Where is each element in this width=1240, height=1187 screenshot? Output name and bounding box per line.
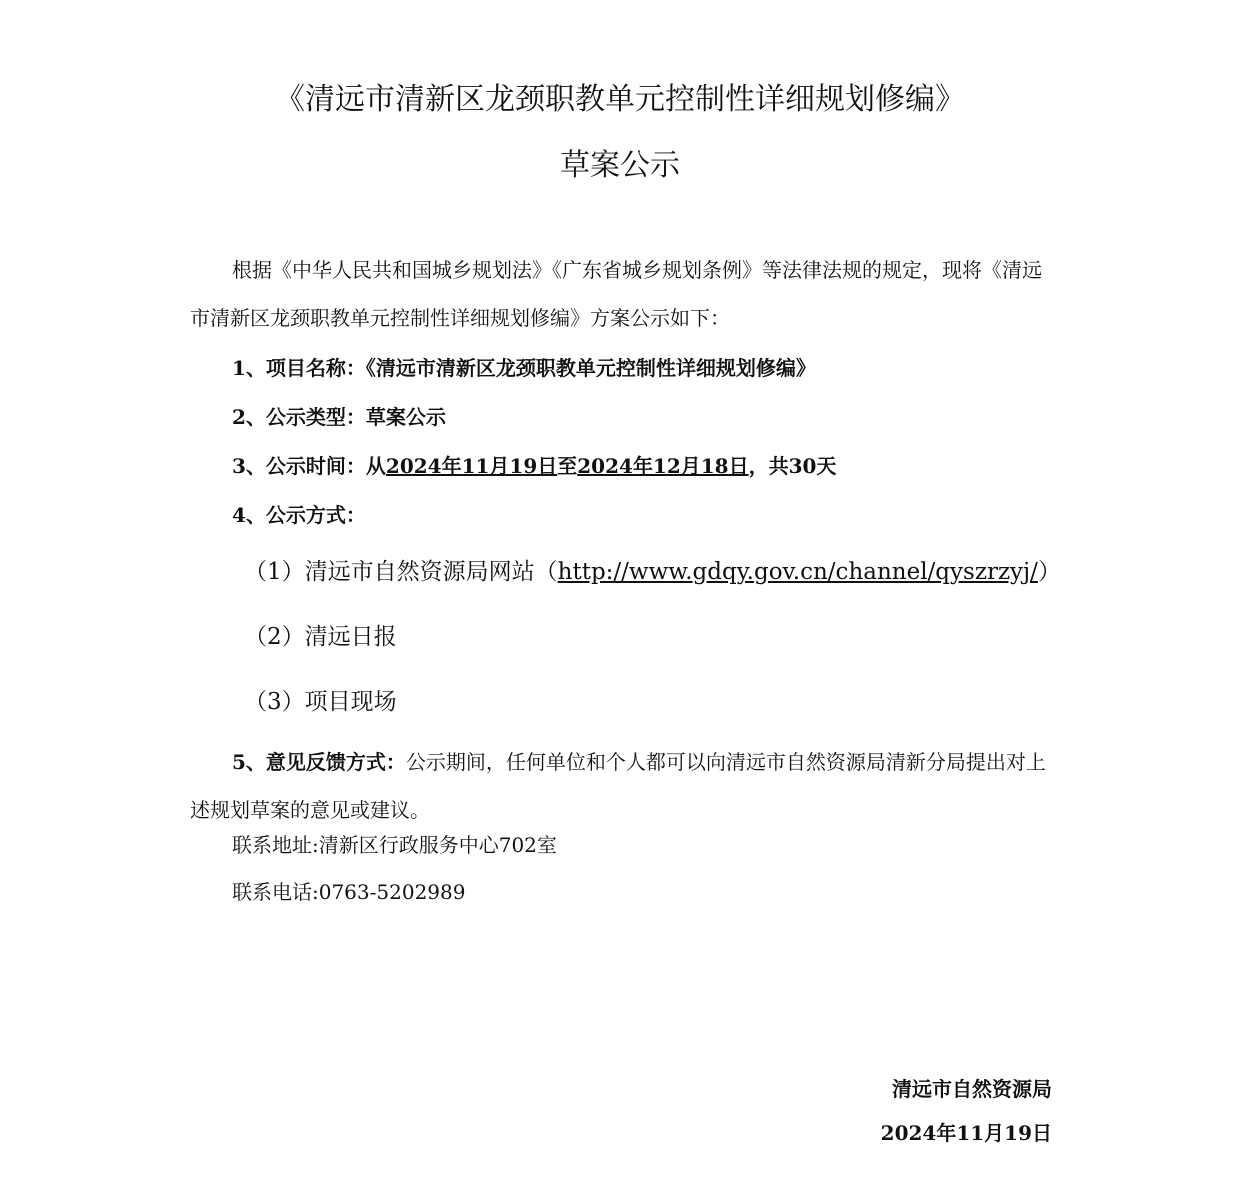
item-notice-method: 4、公示方式： (232, 503, 366, 527)
item-notice-type (232, 402, 446, 432)
method-website (244, 555, 1061, 589)
item-project-name-label: 1、项目名称： (232, 356, 366, 380)
item-notice-time (232, 451, 836, 481)
signature-org: 清远市自然资源局 (892, 1077, 1052, 1101)
document-subtitle: 草案公示 (560, 148, 680, 183)
document-title: 《清远市清新区龙颈职教单元控制性详细规划修编》 (275, 82, 965, 117)
item-notice-type-label: 2、公示类型： (232, 405, 366, 429)
item-project-name (232, 353, 816, 383)
item-notice-type-value: 草案公示 (365, 405, 446, 429)
notice-duration: ，共30天 (748, 454, 837, 478)
feedback-paragraph (190, 738, 1060, 834)
method-project-site: （3）项目现场 (244, 689, 397, 715)
item-project-name-value: 《清远市清新区龙颈职教单元控制性详细规划修编》 (365, 356, 816, 380)
method-newspaper: （2）清远日报 (244, 624, 397, 650)
item-notice-time-label: 3、公示时间： (232, 454, 366, 478)
method-website-prefix: （1）清远市自然资源局网站（ (244, 559, 558, 585)
feedback-label: 5、意见反馈方式： (232, 750, 406, 774)
contact-phone: 联系电话:0763-5202989 (232, 880, 466, 904)
website-link[interactable]: http://www.gdqy.gov.cn/channel/qyszrzyj/ (557, 559, 1038, 585)
feedback-text: 公示期间，任何单位和个人都可以向清远市自然资源局清新分局提出对上述规划草案的意见或建议。 (190, 750, 1046, 822)
item-notice-time-from: 从 (365, 454, 386, 478)
signature-date: 2024年11月19日 (880, 1121, 1052, 1145)
notice-end-date: 2024年12月18日 (577, 454, 749, 478)
item-notice-time-to: 至 (557, 454, 578, 478)
intro-paragraph: 根据《中华人民共和国城乡规划法》《广东省城乡规划条例》等法律法规的规定，现将《清远市清新区龙颈职教单元控制性详细规划修编》方案公示如下： (190, 258, 1042, 330)
notice-start-date: 2024年11月19日 (385, 454, 558, 478)
method-website-suffix: ） (1037, 559, 1061, 585)
contact-address: 联系地址:清新区行政服务中心702室 (232, 833, 557, 857)
